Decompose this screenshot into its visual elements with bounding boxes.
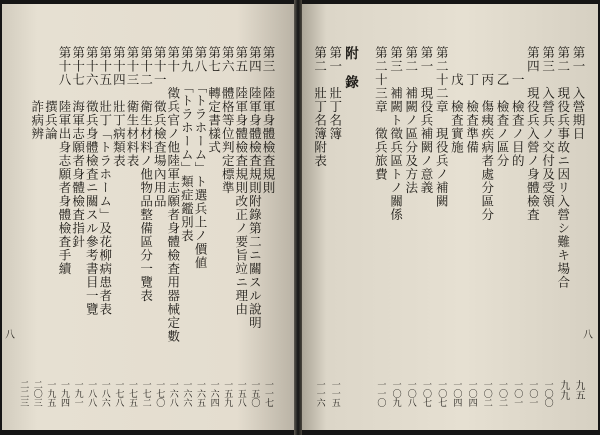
toc-entry — [464, 4, 480, 430]
toc-entry-page-number: 一五〇 — [249, 380, 260, 407]
toc-entry-page-number: 一〇一 — [512, 380, 523, 407]
toc-entry — [165, 4, 181, 430]
toc-entry — [494, 4, 510, 430]
toc-entry-page-number: 一〇二 — [481, 380, 492, 407]
toc-entry — [448, 4, 464, 430]
toc-entry-page-number: 九九 — [557, 380, 569, 400]
toc-entry — [260, 4, 276, 430]
toc-entry-label: 第八 「トラホーム」ト選兵上ノ價値 — [193, 46, 208, 270]
toc-entry-label: 第一 現役兵補闕ノ意義 — [419, 46, 434, 195]
toc-entry-page-number: 一五八 — [235, 380, 246, 407]
toc-entry-label: 第十八 陸軍出身志願者身體檢査手續 — [57, 46, 72, 276]
toc-entry — [418, 4, 434, 430]
toc-entry-label: 第十四 壯丁病類表 — [111, 46, 127, 168]
toc-entry-label: 第三 陸軍身體檢査規則 — [261, 46, 276, 195]
toc-entry — [327, 4, 343, 430]
toc-entry-label: 第十一 徵兵檢査場內用品 — [152, 46, 168, 208]
toc-entry-page-number: 一〇二 — [497, 380, 507, 407]
toc-entry-page-number: 一九一 — [72, 380, 83, 407]
toc-entry-page-number: 一七〇 — [154, 380, 165, 407]
toc-entry-page-number: 一九四 — [59, 380, 69, 407]
toc-entry — [372, 4, 388, 430]
toc-entry-label: 第十二 衛生材料ノ他物品整備區分一覽表 — [138, 46, 154, 303]
toc-entry-page-number: 一六五 — [195, 380, 205, 407]
toc-entry-label: 丙 傷痍疾病者處分區分 — [479, 46, 495, 222]
toc-entry-label: 第四 現役兵入營ノ身體檢査 — [525, 46, 541, 222]
toc-entry-label: 第二十二章 現役兵ノ補闕 — [434, 46, 450, 208]
toc-entry-page-number: 一七五 — [127, 380, 137, 407]
toc-entry-label: 第二 現役兵事故ニ因リ入營シ難キ場合 — [555, 46, 571, 289]
toc-entry-page-number: 一六六 — [181, 380, 192, 407]
toc-entry-label: 第六 體格等位判定標準 — [220, 46, 236, 195]
toc-entry — [540, 4, 556, 430]
toc-entry — [97, 4, 113, 430]
toc-entry-label: 第五 陸軍身體檢査規則改正ノ要旨竝ニ理由 — [233, 46, 249, 316]
toc-entry — [233, 4, 249, 430]
toc-entry-page-number: 一六四 — [208, 380, 219, 407]
book-gutter — [294, 0, 302, 435]
toc-entry-label: 第十三 衛生材料表 — [125, 46, 140, 168]
toc-entry-label: 丁 檢査準備 — [464, 46, 480, 154]
toc-entry-page-number: 一一六 — [314, 380, 325, 407]
toc-entry-page-number: 一一〇 — [375, 380, 386, 407]
toc-entry — [509, 4, 525, 430]
toc-entry — [479, 4, 495, 430]
toc-entry-page-number: 一一五 — [329, 380, 340, 407]
toc-entry-page-number: 二二三 — [18, 380, 29, 407]
toc-entry-label: 撰兵論 — [43, 46, 59, 141]
toc-entry-label: 詐病辨 — [29, 46, 45, 141]
toc-entry-label: 戊 檢査實施 — [449, 46, 465, 154]
toc-entry-label: 一 檢査ノ目的 — [510, 46, 526, 168]
toc-entry-label: 第三 補闕ト徵兵區トノ關係 — [388, 46, 404, 222]
toc-entry — [342, 4, 358, 430]
right-page — [300, 4, 598, 430]
toc-entry — [403, 4, 419, 430]
toc-entry-page-number: 一〇九 — [390, 380, 401, 407]
left-page — [2, 4, 296, 430]
toc-entry-label: 第十五 壯丁「トラホーム」及花柳病患者表 — [97, 46, 113, 316]
toc-entry-label: 第十 徵兵官ノ他陸軍志願者身體檢査用器械定數 — [165, 46, 181, 343]
toc-entry-label: 附 錄 — [342, 46, 358, 90]
toc-entry-label: 乙 檢査ノ區分 — [495, 46, 510, 168]
toc-entry-label: 第二 壯丁名簿附表 — [312, 46, 328, 168]
toc-entry-page-number: 一〇四 — [451, 380, 462, 407]
toc-entry-page-number: 九五 — [573, 380, 584, 400]
toc-entry — [357, 4, 373, 430]
toc-entry — [56, 4, 72, 430]
toc-entry-label: 第七 轉定書樣式 — [206, 46, 222, 154]
toc-entry-page-number: 一一七 — [263, 380, 273, 407]
toc-entry-label: 第二十三章 徵兵旅費 — [373, 46, 389, 181]
toc-entry-page-number: 一〇〇 — [542, 380, 553, 407]
toc-entry-page-number: 一〇四 — [466, 380, 477, 407]
toc-entry-page-number: 一〇七 — [436, 380, 447, 407]
toc-entry-page-number: 一八六 — [99, 380, 110, 407]
toc-entry-label: 第一 入營期日 — [571, 46, 586, 141]
toc-entry — [555, 4, 571, 430]
toc-entry — [388, 4, 404, 430]
toc-entry-page-number: 二〇三 — [31, 380, 42, 407]
toc-entry-label: 第十七 海軍志願者身體檢査指針 — [70, 46, 86, 249]
toc-entry — [15, 4, 31, 430]
toc-entry-label: 第三 入營兵ノ交付及受領 — [540, 46, 556, 208]
toc-entry-label: 第十六 徵兵身體檢査ニ關スル參考書目一覽 — [84, 46, 100, 316]
toc-entry-page-number: 一七二 — [140, 380, 151, 407]
toc-entry — [29, 4, 45, 430]
toc-entry-page-number: 一八八 — [86, 380, 97, 407]
toc-entry-page-number: 一〇一 — [527, 380, 538, 407]
toc-entry-page-number: 一〇七 — [421, 380, 431, 407]
toc-entry — [570, 4, 586, 430]
toc-entry-label: 第一 壯丁名簿 — [327, 46, 343, 141]
toc-entry — [433, 4, 449, 430]
toc-entry-page-number: 一〇八 — [405, 380, 416, 407]
right-page-folio: 八 — [583, 330, 593, 341]
toc-entry — [312, 4, 328, 430]
toc-entry-page-number: 一七八 — [113, 380, 124, 407]
toc-entry — [192, 4, 208, 430]
toc-entry-label: 第二 補闕ノ區分及方法 — [403, 46, 419, 195]
toc-entry-page-number: 一五九 — [222, 380, 233, 407]
toc-entry-label: 第九 「トラホーム」類症鑑別表 — [179, 46, 195, 243]
toc-entry — [524, 4, 540, 430]
toc-entry-label: 第四 陸軍身體檢査規則附錄第二ニ關スル說明 — [247, 46, 263, 330]
toc-entry — [124, 4, 140, 430]
toc-entry-page-number: 一九五 — [45, 380, 56, 407]
toc-entry-page-number: 一六八 — [167, 380, 178, 407]
left-page-folio: 八 — [5, 330, 15, 341]
